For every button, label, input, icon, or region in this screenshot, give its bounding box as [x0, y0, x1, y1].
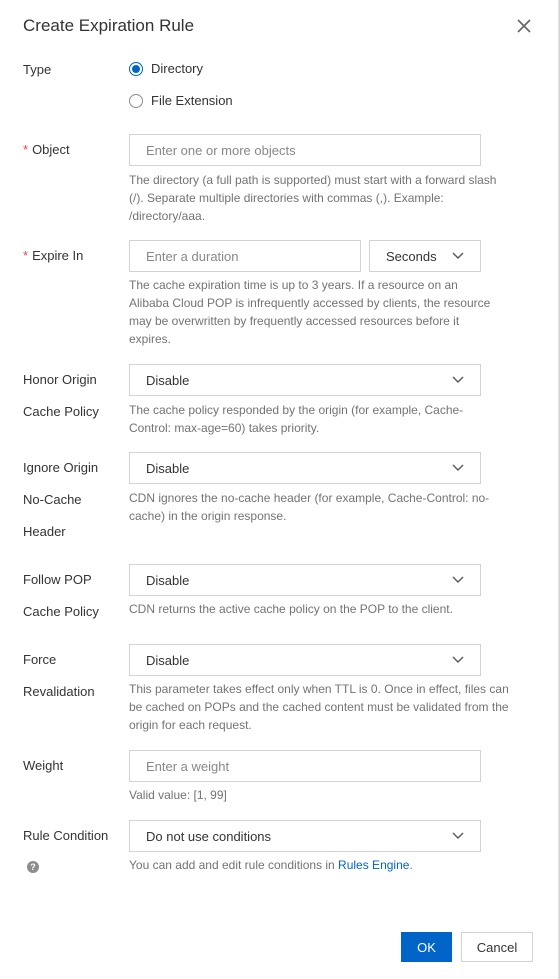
cancel-button[interactable]: Cancel: [461, 932, 533, 962]
radio-checked-icon[interactable]: [129, 62, 143, 76]
follow-pop-value: Disable: [146, 572, 190, 588]
chevron-down-icon: [452, 464, 464, 472]
chevron-down-icon: [452, 832, 464, 840]
object-placeholder: Enter one or more objects: [146, 142, 296, 158]
help-question-icon[interactable]: ?: [27, 861, 39, 873]
weight-placeholder: Enter a weight: [146, 758, 230, 774]
honor-origin-label-line2: Cache Policy: [23, 404, 99, 419]
type-option-directory-label: Directory: [151, 61, 204, 76]
type-option-file-extension-label: File Extension: [151, 93, 233, 108]
expire-in-input[interactable]: [129, 240, 361, 272]
type-radio-file-extension[interactable]: [129, 93, 233, 108]
ok-button[interactable]: OK: [401, 932, 452, 962]
close-icon[interactable]: [514, 16, 534, 36]
force-revalidation-select[interactable]: [129, 644, 481, 676]
weight-label: Weight: [23, 758, 64, 773]
type-label: Type: [23, 62, 52, 77]
weight-help: Valid value: [1, 99]: [129, 788, 227, 802]
force-revalidation-label-line1: Force: [23, 652, 57, 667]
ignore-origin-label-line2: No-Cache: [23, 492, 82, 507]
chevron-down-icon: [452, 252, 464, 260]
ignore-origin-label-line3: Header: [23, 524, 66, 539]
force-revalidation-label-line2: Revalidation: [23, 684, 95, 699]
rule-condition-select[interactable]: [129, 820, 481, 852]
force-revalidation-value: Disable: [146, 652, 190, 668]
rules-engine-link[interactable]: Rules Engine: [338, 858, 410, 872]
expire-in-help: The cache expiration time is up to 3 years. If a resource on an Alibaba Cloud POP is infrequently accessed by clients, the resource may be overwritten by frequently accessed resources before it expires.: [129, 278, 491, 346]
honor-origin-select[interactable]: [129, 364, 481, 396]
rule-condition-help: [129, 856, 499, 874]
rule-condition-value: Do not use conditions: [146, 828, 272, 844]
expire-in-label: [23, 248, 83, 264]
follow-pop-select[interactable]: [129, 564, 481, 596]
rule-condition-label: Rule Condition: [23, 828, 109, 843]
chevron-down-icon: [452, 576, 464, 584]
honor-origin-label-line1: Honor Origin: [23, 372, 97, 387]
ignore-origin-value: Disable: [146, 460, 190, 476]
weight-input[interactable]: [129, 750, 481, 782]
expire-in-unit-select[interactable]: [369, 240, 481, 272]
follow-pop-label-line1: Follow POP: [23, 572, 92, 587]
radio-unchecked-icon[interactable]: [129, 94, 143, 108]
object-label-text: Object: [32, 142, 70, 157]
object-help: The directory (a full path is supported) must start with a forward slash (/). Separate multiple directories with commas (,). Example: /directory/aaa.: [129, 173, 497, 223]
follow-pop-label-line2: Cache Policy: [23, 604, 99, 619]
honor-origin-value: Disable: [146, 372, 190, 388]
expire-in-placeholder: Enter a duration: [146, 248, 239, 264]
ignore-origin-label-line1: Ignore Origin: [23, 460, 99, 475]
chevron-down-icon: [452, 376, 464, 384]
follow-pop-help: CDN returns the active cache policy on the POP to the client.: [129, 602, 453, 616]
rule-condition-help-suffix: .: [409, 858, 413, 872]
force-revalidation-help: This parameter takes effect only when TTL is 0. Once in effect, files can be cached on POPs and the cached content must be validated from the origin for each request.: [129, 682, 509, 732]
honor-origin-help: The cache policy responded by the origin (for example, Cache-Control: max-age=60) takes priority.: [129, 403, 464, 435]
expire-in-label-text: Expire In: [32, 248, 84, 263]
rule-condition-help-prefix: You can add and edit rule conditions in: [129, 858, 339, 872]
required-mark: *: [23, 142, 29, 157]
expire-in-unit-value: Seconds: [386, 248, 437, 264]
object-label: [23, 142, 70, 158]
ignore-origin-help: CDN ignores the no-cache header (for example, Cache-Control: no-cache) in the origin response.: [129, 491, 490, 523]
required-mark: *: [23, 248, 29, 263]
dialog-title: Create Expiration Rule: [23, 16, 195, 35]
ignore-origin-select[interactable]: [129, 452, 481, 484]
chevron-down-icon: [452, 656, 464, 664]
object-input[interactable]: [129, 134, 481, 166]
type-radio-directory[interactable]: [129, 61, 203, 76]
